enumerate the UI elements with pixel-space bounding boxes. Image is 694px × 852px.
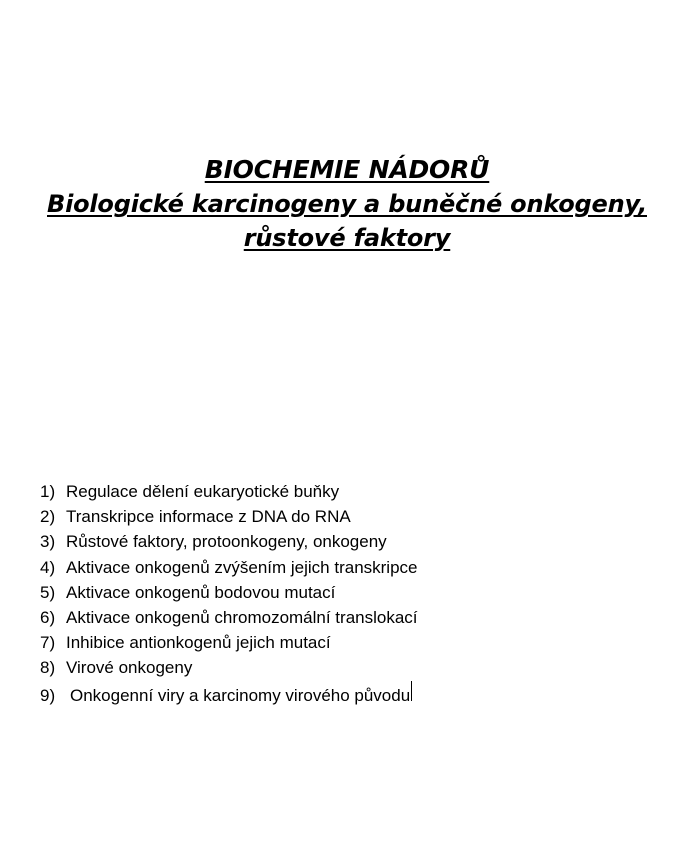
- list-item-number: 5): [40, 582, 56, 602]
- title-main: BIOCHEMIE NÁDORŮ: [204, 155, 490, 184]
- list-item-number: 8): [40, 658, 56, 678]
- list-item-number: 4): [40, 557, 56, 577]
- list-item-number: 1): [40, 482, 56, 501]
- list-item: [40, 605, 418, 630]
- title-subtitle-line-2: růstové faktory: [243, 224, 451, 252]
- list-item-text: Virové onkogeny: [66, 658, 193, 678]
- list-item: [40, 655, 418, 680]
- list-item-number: 3): [40, 532, 56, 552]
- list-item-text: Inhibice antionkogenů jejich mutací: [66, 633, 331, 653]
- list-item: [40, 580, 418, 605]
- list-item-text: Aktivace onkogenů bodovou mutací: [66, 582, 336, 602]
- table-of-contents: [40, 479, 418, 706]
- list-item: [40, 479, 418, 504]
- list-item-number: 9): [40, 685, 56, 705]
- list-item-number: 6): [40, 607, 56, 627]
- list-item-text: Aktivace onkogenů zvýšením jejich transkripce: [66, 557, 418, 577]
- text-cursor: [411, 681, 412, 701]
- document-title: [0, 153, 694, 255]
- list-item: [40, 504, 418, 529]
- list-item: [40, 555, 418, 580]
- list-item: [40, 681, 418, 706]
- list-item-text: Regulace dělení eukaryotické buňky: [66, 482, 340, 501]
- list-item-text: Růstové faktory, protoonkogeny, onkogeny: [66, 532, 387, 552]
- list-item-number: 7): [40, 633, 56, 653]
- list-item-text: Aktivace onkogenů chromozomální translokací: [66, 607, 418, 627]
- title-subtitle-line-1: Biologické karcinogeny a buněčné onkogeny,: [47, 190, 647, 218]
- list-item-text: Onkogenní viry a karcinomy virového původu: [70, 685, 411, 705]
- list-item: [40, 630, 418, 655]
- list-item-text: Transkripce informace z DNA do RNA: [66, 507, 351, 527]
- list-item-number: 2): [40, 507, 56, 527]
- list-item: [40, 529, 418, 554]
